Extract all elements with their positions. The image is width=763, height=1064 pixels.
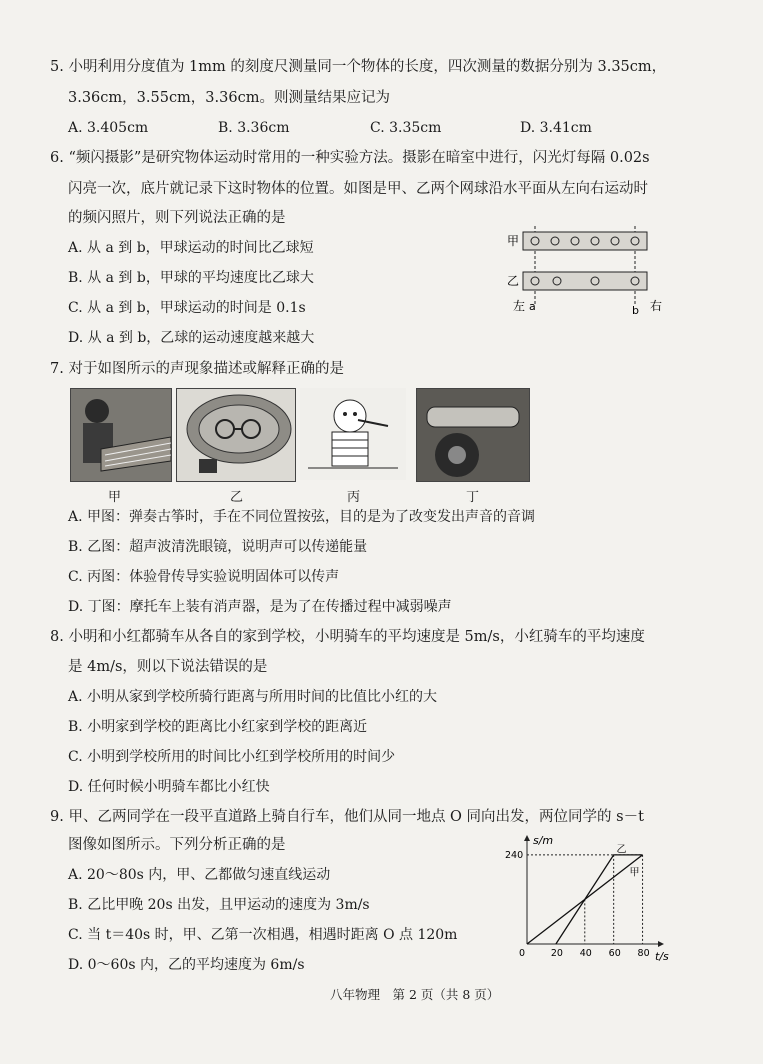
y-axis-label: s/m xyxy=(533,834,554,847)
q7-option-a: A. 甲图：弹奏古筝时，手在不同位置按弦，目的是为了改变发出声音的音调 xyxy=(68,509,536,525)
q6-option-a: A. 从 a 到 b，甲球运动的时间比乙球短 xyxy=(68,240,314,256)
label-yi: 乙 xyxy=(507,274,520,288)
strip-yi xyxy=(523,272,647,290)
q9-option-c: C. 当 t＝40s 时，甲、乙第一次相遇，相遇时距离 O 点 120m xyxy=(68,927,458,943)
label-jia: 甲 xyxy=(507,234,520,248)
q7-option-d: D. 丁图：摩托车上装有消声器，是为了在传播过程中减弱噪声 xyxy=(68,599,452,615)
x-tick-80: 80 xyxy=(637,948,650,959)
series-label-yi: 乙 xyxy=(616,844,627,856)
q6-option-d: D. 从 a 到 b，乙球的运动速度越来越大 xyxy=(68,330,315,346)
q7-option-c: C. 丙图：体验骨传导实验说明固体可以传声 xyxy=(68,569,340,585)
caption-ding: 丁 xyxy=(466,490,480,505)
st-chart xyxy=(505,830,675,965)
q6-option-c: C. 从 a 到 b，甲球运动的时间是 0.1s xyxy=(68,300,306,316)
label-right: 右 xyxy=(650,299,663,313)
strobe-photo-figure xyxy=(505,222,670,322)
q5-stem-line1: 5. 小明利用分度值为 1mm 的刻度尺测量同一个物体的长度，四次测量的数据分别为 3.35cm， xyxy=(50,59,667,75)
q9-option-b: B. 乙比甲晚 20s 出发，且甲运动的速度为 3m/s xyxy=(68,897,370,913)
x-tick-40: 40 xyxy=(579,948,592,959)
caption-bing: 丙 xyxy=(347,490,361,505)
x-tick-60: 60 xyxy=(608,948,621,959)
caption-yi: 乙 xyxy=(230,490,244,505)
q8-stem-line2: 是 4m/s，则以下说法错误的是 xyxy=(68,659,268,675)
q5-option-b: B. 3.36cm xyxy=(218,120,290,136)
q8-option-c: C. 小明到学校所用的时间比小红到学校所用的时间少 xyxy=(68,749,396,765)
q5-option-a: A. 3.405cm xyxy=(68,120,149,136)
photo-motorcycle-muffler xyxy=(416,388,530,482)
q5-stem-line2: 3.36cm，3.55cm，3.36cm。则测量结果应记为 xyxy=(68,90,390,106)
photo-ultrasonic-cleaner xyxy=(176,388,296,482)
q6-stem-line2: 闪亮一次，底片就记录下这时物体的位置。如图是甲、乙两个网球沿水平面从左向右运动时 xyxy=(68,181,648,197)
y-tick-240: 240 xyxy=(505,849,524,861)
photo-guzheng xyxy=(70,388,172,482)
q6-stem-line3: 的频闪照片，则下列说法正确的是 xyxy=(68,210,286,226)
x-tick-0: 0 xyxy=(519,948,526,959)
q7-stem: 7. 对于如图所示的声现象描述或解释正确的是 xyxy=(50,361,344,377)
q8-option-d: D. 任何时候小明骑车都比小红快 xyxy=(68,779,270,795)
q6-option-b: B. 从 a 到 b，甲球的平均速度比乙球大 xyxy=(68,270,314,286)
x-ticks xyxy=(519,948,650,959)
caption-jia: 甲 xyxy=(108,490,122,505)
label-a: a xyxy=(529,300,536,313)
x-tick-20: 20 xyxy=(550,948,563,959)
label-b: b xyxy=(632,304,639,317)
q7-option-b: B. 乙图：超声波清洗眼镜，说明声可以传递能量 xyxy=(68,539,368,555)
series-label-jia: 甲 xyxy=(629,867,640,879)
q9-stem-line2: 图像如图所示。下列分析正确的是 xyxy=(68,837,286,853)
q8-option-b: B. 小明家到学校的距离比小红家到学校的距离近 xyxy=(68,719,368,735)
q5-option-c: C. 3.35cm xyxy=(370,120,442,136)
strip-jia xyxy=(523,232,647,250)
photo-bone-conduction xyxy=(300,388,406,480)
q5-option-d: D. 3.41cm xyxy=(520,120,592,136)
q8-option-a: A. 小明从家到学校所骑行距离与所用时间的比值比小红的大 xyxy=(68,689,438,705)
page-footer: 八年物理 第 2 页（共 8 页） xyxy=(330,987,500,1002)
q8-stem-line1: 8. 小明和小红都骑车从各自的家到学校，小明骑车的平均速度是 5m/s，小红骑车的平均速度 xyxy=(50,629,645,645)
q9-option-a: A. 20～80s 内，甲、乙都做匀速直线运动 xyxy=(68,867,331,883)
q9-stem-line1: 9. 甲、乙两同学在一段平直道路上骑自行车，他们从同一地点 O 同向出发，两位同学的 s－t xyxy=(50,809,644,825)
q9-option-d: D. 0～60s 内，乙的平均速度为 6m/s xyxy=(68,957,305,973)
label-left: 左 xyxy=(513,299,526,313)
y-ticks xyxy=(505,850,523,861)
chart-series xyxy=(527,855,643,944)
q6-stem-line1: 6. “频闪摄影”是研究物体运动时常用的一种实验方法。摄影在暗室中进行，闪光灯每隔 0.02s xyxy=(50,150,650,166)
x-axis-label: t/s xyxy=(655,950,669,963)
